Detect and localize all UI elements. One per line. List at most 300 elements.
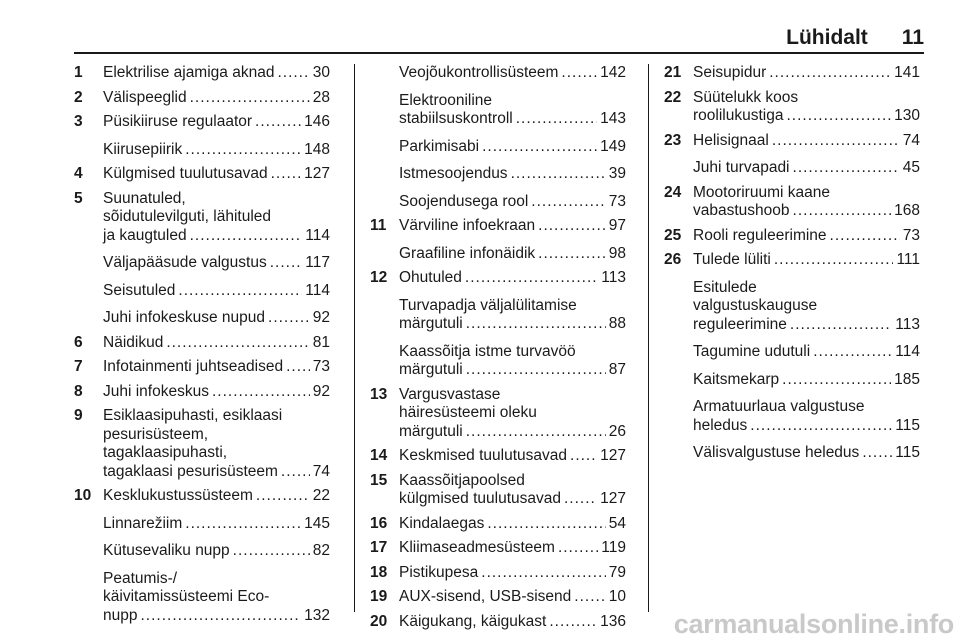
index-entry	[664, 184, 920, 221]
entry-number: 15	[370, 471, 388, 489]
entry-body	[399, 386, 626, 442]
index-entry	[74, 358, 330, 377]
entry-text-line: Keskmised tuulutusavad	[399, 447, 568, 464]
entry-last-line	[103, 309, 330, 328]
entry-body	[103, 190, 330, 246]
index-entry	[370, 92, 626, 129]
entry-text-line: Parkimisabi	[399, 137, 480, 155]
entry-body	[103, 407, 330, 481]
entry-text-line: Kliimaseadmesüsteem	[399, 539, 555, 556]
entry-number	[74, 141, 103, 160]
entry-number	[370, 297, 399, 334]
page-reference: 45	[902, 159, 920, 176]
page-reference: 127	[304, 165, 330, 182]
index-entry	[74, 254, 330, 273]
entry-last-line	[693, 202, 920, 221]
dot-leader	[531, 193, 605, 212]
entry-last-line	[693, 343, 920, 362]
dot-leader	[466, 423, 606, 442]
entry-body	[103, 487, 330, 506]
entry-number: 6	[74, 333, 83, 351]
entry-last-line	[693, 371, 920, 390]
entry-last-line	[103, 515, 330, 534]
entry-body	[103, 89, 330, 108]
entry-text-line: Infotainmenti juhtseadised	[103, 358, 284, 375]
dot-leader	[769, 64, 891, 83]
dot-leader	[270, 254, 303, 273]
dot-leader	[790, 316, 892, 335]
page-reference: 127	[600, 447, 626, 464]
entry-text-line: Tagumine udutuli	[693, 343, 811, 360]
dot-leader	[813, 343, 892, 362]
entry-body	[693, 371, 920, 390]
index-entry	[664, 64, 920, 83]
dot-leader	[277, 64, 309, 83]
index-entry	[74, 309, 330, 328]
entry-body	[103, 542, 330, 561]
page-reference: 114	[305, 226, 330, 244]
entry-number: 16	[370, 514, 388, 532]
entry-number: 14	[370, 447, 388, 464]
index-entry	[74, 487, 330, 506]
entry-last-line	[103, 227, 330, 246]
entry-last-line	[399, 539, 626, 558]
entry-last-line	[399, 564, 626, 583]
entry-last-line	[399, 165, 626, 184]
entry-last-line	[103, 64, 330, 83]
index-entry	[370, 564, 626, 583]
page-reference: 113	[601, 269, 626, 286]
page-reference: 141	[894, 64, 920, 81]
page-reference: 97	[608, 217, 626, 234]
entry-text-line: Kaassõitjapoolsed	[399, 471, 525, 489]
dot-leader	[786, 107, 891, 126]
page-reference: 113	[895, 315, 920, 333]
entry-number: 10	[74, 487, 92, 504]
entry-body	[399, 217, 626, 236]
dot-leader	[286, 358, 310, 377]
page-reference: 39	[608, 165, 626, 182]
index-entry	[664, 132, 920, 151]
entry-last-line	[103, 487, 330, 506]
dot-leader	[538, 245, 606, 264]
entry-body	[693, 251, 920, 270]
entry-number	[370, 343, 399, 380]
index-entry	[370, 472, 626, 509]
entry-number: 7	[74, 358, 83, 375]
page-reference: 168	[894, 202, 920, 219]
entry-text-line: märgutuli	[399, 422, 463, 440]
page-reference: 92	[312, 309, 330, 326]
entry-last-line	[103, 165, 330, 184]
entry-text-line: külgmised tuulutusavad	[399, 490, 561, 507]
entry-body	[103, 141, 330, 160]
entry-number	[370, 92, 399, 129]
entry-text-line: Armatuurlaua valgustuse	[693, 398, 865, 415]
entry-text-line: Juhi turvapadi	[693, 159, 790, 176]
entry-text-line: tagaklaasipuhasti,	[103, 444, 228, 461]
page-reference: 111	[896, 251, 920, 268]
page-reference: 143	[600, 110, 626, 127]
index-entry	[74, 383, 330, 402]
entry-text-line: Külgmised tuulutusavad	[103, 165, 268, 182]
dot-leader	[830, 227, 900, 246]
page-reference: 115	[895, 444, 920, 461]
column-divider	[648, 64, 649, 612]
entry-last-line	[103, 282, 330, 301]
dot-leader	[574, 588, 605, 607]
entry-number: 12	[370, 269, 388, 286]
index-entry	[370, 217, 626, 236]
entry-text-line: Ohutuled	[399, 269, 462, 286]
entry-number: 22	[664, 88, 682, 106]
entry-last-line	[399, 193, 626, 212]
index-entry	[370, 588, 626, 607]
dot-leader	[466, 361, 606, 380]
entry-body	[103, 358, 330, 377]
entry-body	[399, 472, 626, 509]
dot-leader	[862, 444, 892, 463]
entry-number: 17	[370, 539, 388, 556]
entry-last-line	[103, 463, 330, 482]
index-entry	[74, 64, 330, 83]
entry-number	[74, 309, 103, 328]
dot-leader	[268, 309, 310, 328]
index-entry	[370, 138, 626, 157]
entry-text-line: Välispeeglid	[103, 88, 187, 106]
entry-body	[399, 193, 626, 212]
dot-leader	[185, 515, 301, 534]
entry-last-line	[693, 316, 920, 335]
dot-leader	[140, 607, 301, 626]
entry-number: 23	[664, 131, 682, 149]
entry-text-line: heledus	[693, 416, 748, 434]
entry-number	[664, 398, 693, 435]
entry-text-line: käivitamissüsteemi Eco-	[103, 588, 270, 605]
entry-text-line: Turvapadja väljalülitamise	[399, 296, 577, 314]
index-entry	[370, 386, 626, 442]
entry-number: 2	[74, 88, 83, 106]
index-entry	[370, 297, 626, 334]
entry-number	[370, 165, 399, 184]
index-entry	[74, 515, 330, 534]
entry-number: 25	[664, 226, 682, 244]
dot-leader	[190, 89, 310, 108]
entry-number	[664, 371, 693, 390]
entry-text-line: Juhi infokeskus	[103, 382, 209, 400]
entry-text-line: märgutuli	[399, 361, 463, 378]
page-reference: 79	[608, 563, 626, 581]
entry-text-line: Seisutuled	[103, 281, 176, 299]
entry-text-line: Esiklaasipuhasti, esiklaasi	[103, 407, 283, 424]
dot-leader	[549, 613, 597, 632]
header-rule	[74, 52, 924, 54]
entry-body	[399, 447, 626, 466]
entry-body	[103, 570, 330, 626]
page-reference: 136	[600, 612, 626, 630]
entry-text-line: Välisvalgustuse heledus	[693, 444, 860, 461]
dot-leader	[256, 487, 310, 506]
page-reference: 73	[312, 358, 330, 375]
dot-leader	[511, 165, 606, 184]
dot-leader	[465, 269, 598, 288]
entry-body	[693, 398, 920, 435]
entry-text-line: Mootoriruumi kaane	[693, 183, 830, 201]
page-reference: 117	[305, 254, 330, 271]
entry-number: 9	[74, 407, 83, 424]
dot-leader	[482, 138, 597, 157]
entry-number	[370, 64, 399, 83]
page-reference: 119	[601, 539, 626, 556]
entry-number: 4	[74, 165, 83, 182]
entry-body	[399, 245, 626, 264]
entry-text-line: Pistikupesa	[399, 563, 479, 581]
entry-body	[693, 279, 920, 335]
entry-body	[399, 539, 626, 558]
entry-body	[693, 89, 920, 126]
index-entry	[74, 334, 330, 353]
entry-last-line	[693, 417, 920, 436]
entry-text-line: Kesklukustussüsteem	[103, 487, 253, 504]
entry-last-line	[693, 107, 920, 126]
page-reference: 30	[312, 64, 330, 81]
watermark: carmanualsonline.info	[673, 609, 954, 639]
page-reference: 146	[304, 113, 330, 130]
entry-body	[693, 184, 920, 221]
entry-text-line: valgustuskauguse	[693, 297, 818, 314]
entry-last-line	[399, 110, 626, 129]
index-entry	[370, 515, 626, 534]
page-reference: 130	[894, 107, 920, 124]
page-reference: 114	[305, 281, 330, 299]
entry-number	[370, 193, 399, 212]
page-reference: 145	[304, 514, 330, 532]
index-entry	[74, 113, 330, 132]
entry-number: 19	[370, 588, 388, 605]
entry-text-line: Kütusevaliku nupp	[103, 542, 230, 559]
entry-text-line: häiresüsteemi oleku	[399, 404, 537, 421]
index-entry	[370, 165, 626, 184]
page-reference: 149	[600, 137, 626, 155]
index-entry	[370, 269, 626, 288]
entry-body	[399, 138, 626, 157]
entry-number: 24	[664, 183, 682, 201]
entry-text-line: Vargusvastase	[399, 385, 501, 403]
dot-leader	[233, 542, 310, 561]
entry-text-line: Püsikiiruse regulaator	[103, 113, 253, 130]
entry-body	[103, 282, 330, 301]
entry-text-line: stabiilsuskontroll	[399, 110, 513, 127]
page-header	[786, 26, 924, 50]
entry-last-line	[399, 138, 626, 157]
entry-body	[103, 334, 330, 353]
entry-last-line	[103, 254, 330, 273]
index-entry	[370, 539, 626, 558]
entry-text-line: Esitulede	[693, 278, 757, 296]
entry-last-line	[693, 132, 920, 151]
entry-body	[693, 444, 920, 463]
entry-number	[370, 138, 399, 157]
dot-leader	[782, 371, 891, 390]
entry-text-line: Helisignaal	[693, 131, 769, 149]
dot-leader	[558, 539, 598, 558]
dot-leader	[570, 447, 597, 466]
index-entry	[664, 279, 920, 335]
page-reference: 81	[312, 333, 330, 351]
page-reference: 26	[608, 422, 626, 440]
entry-last-line	[399, 490, 626, 509]
page-reference: 87	[608, 361, 626, 378]
entry-text-line: Veojõukontrollisüsteem	[399, 64, 559, 81]
entry-number: 3	[74, 113, 83, 130]
index-entry	[74, 165, 330, 184]
entry-last-line	[103, 89, 330, 108]
index-entry	[664, 343, 920, 362]
entry-body	[399, 269, 626, 288]
page-reference: 142	[600, 64, 626, 81]
dot-leader	[481, 564, 605, 583]
entry-text-line: vabastushoob	[693, 202, 790, 219]
index-entry	[74, 282, 330, 301]
entry-last-line	[103, 607, 330, 626]
index-entry	[370, 64, 626, 83]
dot-leader	[271, 165, 302, 184]
page-reference: 54	[608, 514, 626, 532]
page-reference: 98	[608, 244, 626, 262]
entry-last-line	[399, 269, 626, 288]
entry-text-line: Tulede lüliti	[693, 251, 771, 268]
dot-leader	[466, 315, 606, 334]
dot-leader	[538, 217, 606, 236]
index-entry	[664, 227, 920, 246]
entry-number: 11	[370, 217, 387, 234]
entry-number: 20	[370, 612, 388, 630]
entry-text-line: pesurisüsteem,	[103, 425, 209, 443]
index-entry	[664, 398, 920, 435]
dot-leader	[774, 251, 894, 270]
page-reference: 10	[608, 588, 626, 605]
entry-last-line	[693, 444, 920, 463]
index-entry	[74, 141, 330, 160]
entry-last-line	[693, 159, 920, 178]
entry-number: 5	[74, 189, 83, 207]
entry-text-line: Peatumis-/	[103, 569, 178, 587]
entry-last-line	[693, 251, 920, 270]
entry-text-line: nupp	[103, 606, 138, 624]
dot-leader	[561, 64, 597, 83]
entry-body	[399, 297, 626, 334]
page-reference: 185	[894, 370, 920, 388]
entry-number	[370, 245, 399, 264]
entry-number	[74, 542, 103, 561]
page-reference: 74	[312, 462, 330, 480]
entry-text-line: Süütelukk koos	[693, 88, 799, 106]
index-entry	[74, 542, 330, 561]
entry-body	[693, 159, 920, 178]
entry-last-line	[103, 141, 330, 160]
entry-text-line: Kaitsmekarp	[693, 370, 780, 388]
entry-body	[399, 92, 626, 129]
entry-body	[399, 588, 626, 607]
index-entry	[74, 407, 330, 481]
entry-text-line: Väljapääsude valgustus	[103, 254, 267, 271]
entry-number	[664, 159, 693, 178]
entry-body	[399, 613, 626, 632]
section-title: Lühidalt	[786, 26, 868, 49]
page-reference: 92	[312, 382, 330, 400]
entry-last-line	[103, 542, 330, 561]
index-entry	[370, 447, 626, 466]
entry-number: 21	[664, 64, 682, 81]
index-column-2	[370, 64, 626, 631]
dot-leader	[185, 141, 301, 160]
entry-last-line	[399, 613, 626, 632]
page-reference: 73	[902, 226, 920, 244]
entry-number	[74, 515, 103, 534]
entry-last-line	[399, 588, 626, 607]
entry-number: 26	[664, 251, 682, 268]
page-number: 11	[901, 26, 924, 49]
entry-text-line: ja kaugtuled	[103, 226, 187, 244]
entry-body	[103, 64, 330, 83]
entry-text-line: Kaassõitja istme turvavöö	[399, 342, 576, 360]
entry-number: 1	[74, 64, 83, 81]
entry-text-line: Elektrooniline	[399, 91, 493, 109]
dot-leader	[793, 202, 892, 221]
entry-last-line	[103, 334, 330, 353]
index-entry	[74, 570, 330, 626]
entry-text-line: märgutuli	[399, 315, 463, 332]
entry-number: 8	[74, 382, 83, 400]
entry-text-line: Elektrilise ajamiga aknad	[103, 64, 275, 81]
dot-leader	[178, 282, 302, 301]
entry-last-line	[399, 361, 626, 380]
entry-body	[103, 383, 330, 402]
entry-last-line	[399, 447, 626, 466]
entry-last-line	[693, 64, 920, 83]
dot-leader	[516, 110, 597, 129]
entry-body	[103, 113, 330, 132]
index-entry	[370, 193, 626, 212]
entry-body	[693, 343, 920, 362]
entry-number	[74, 570, 103, 626]
index-column-3	[664, 64, 920, 463]
entry-number	[664, 444, 693, 463]
entry-text-line: tagaklaasi pesurisüsteem	[103, 462, 278, 480]
entry-text-line: Graafiline infonäidik	[399, 244, 536, 262]
entry-number	[74, 282, 103, 301]
index-entry	[664, 251, 920, 270]
entry-last-line	[693, 227, 920, 246]
dot-leader	[564, 490, 597, 509]
entry-body	[103, 515, 330, 534]
index-column-1	[74, 64, 330, 625]
entry-last-line	[399, 64, 626, 83]
entry-body	[399, 343, 626, 380]
entry-text-line: Kiirusepiirik	[103, 140, 183, 158]
page-reference: 22	[312, 487, 330, 504]
dot-leader	[487, 515, 605, 534]
entry-last-line	[399, 423, 626, 442]
entry-body	[399, 64, 626, 83]
entry-body	[103, 254, 330, 273]
index-entry	[664, 89, 920, 126]
entry-body	[399, 564, 626, 583]
index-entry	[370, 245, 626, 264]
entry-last-line	[399, 217, 626, 236]
index-entry	[664, 159, 920, 178]
entry-last-line	[399, 315, 626, 334]
